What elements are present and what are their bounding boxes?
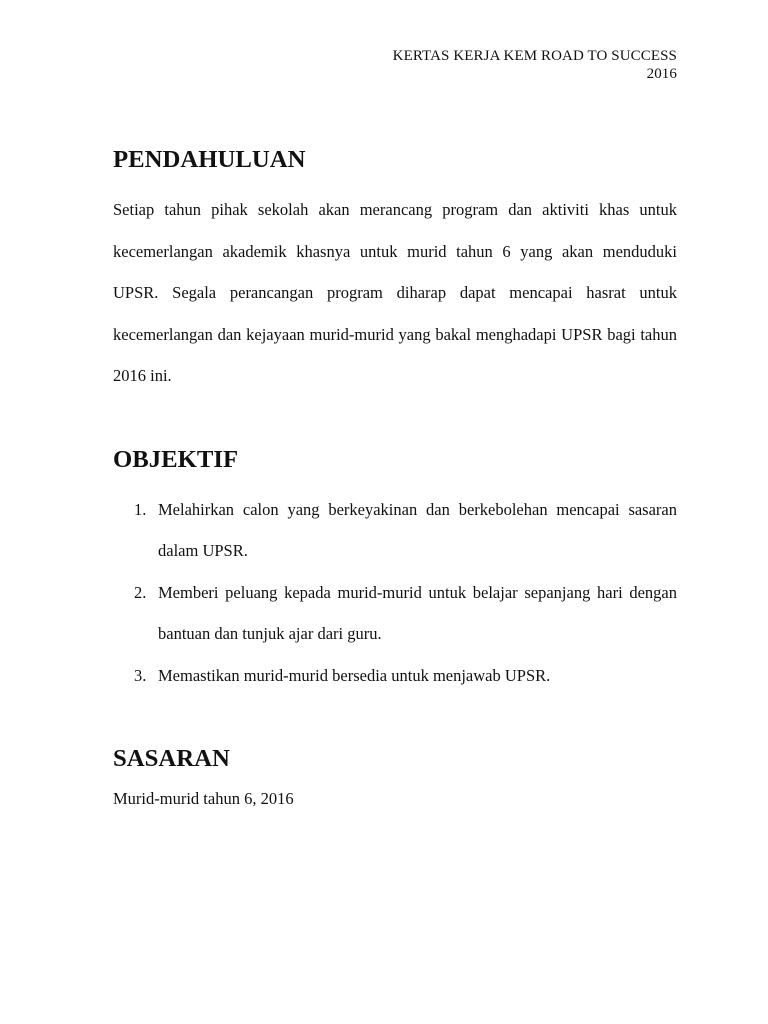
objective-list <box>113 489 677 697</box>
objective-number: 3. <box>134 665 147 685</box>
objective-text: Memberi peluang kepada murid-murid untuk belajar sepanjang hari dengan bantuan dan tunjuk ajar dari guru. <box>158 582 677 643</box>
pendahuluan-paragraph: Setiap tahun pihak sekolah akan merancang program dan aktiviti khas untuk kecemerlangan akademik khasnya untuk murid tahun 6 yang akan menduduki UPSR. Segala perancangan program diharap dapat mencapai hasrat untuk kecemerlangan dan kejayaan murid-murid yang bakal menghadapi UPSR bagi tahun 2016 ini. <box>113 200 677 385</box>
page-header <box>393 47 677 83</box>
header-year: 2016 <box>646 66 677 82</box>
objective-item <box>113 489 677 572</box>
sasaran-text: Murid-murid tahun 6, 2016 <box>113 789 294 808</box>
section-objektif <box>113 445 677 697</box>
heading-objektif: OBJEKTIF <box>113 445 239 473</box>
section-pendahuluan <box>113 146 677 397</box>
header-title: KERTAS KERJA KEM ROAD TO SUCCESS <box>392 48 677 64</box>
document-body <box>113 146 677 810</box>
heading-sasaran: SASARAN <box>113 745 230 772</box>
objective-number: 1. <box>134 499 147 519</box>
objective-item <box>113 655 677 697</box>
section-sasaran <box>113 745 677 810</box>
objective-number: 2. <box>134 582 147 602</box>
objective-text: Memastikan murid-murid bersedia untuk menjawab UPSR. <box>158 665 551 685</box>
heading-pendahuluan: PENDAHULUAN <box>113 146 306 173</box>
objective-text: Melahirkan calon yang berkeyakinan dan berkebolehan mencapai sasaran dalam UPSR. <box>158 499 677 560</box>
objective-item <box>113 572 677 655</box>
